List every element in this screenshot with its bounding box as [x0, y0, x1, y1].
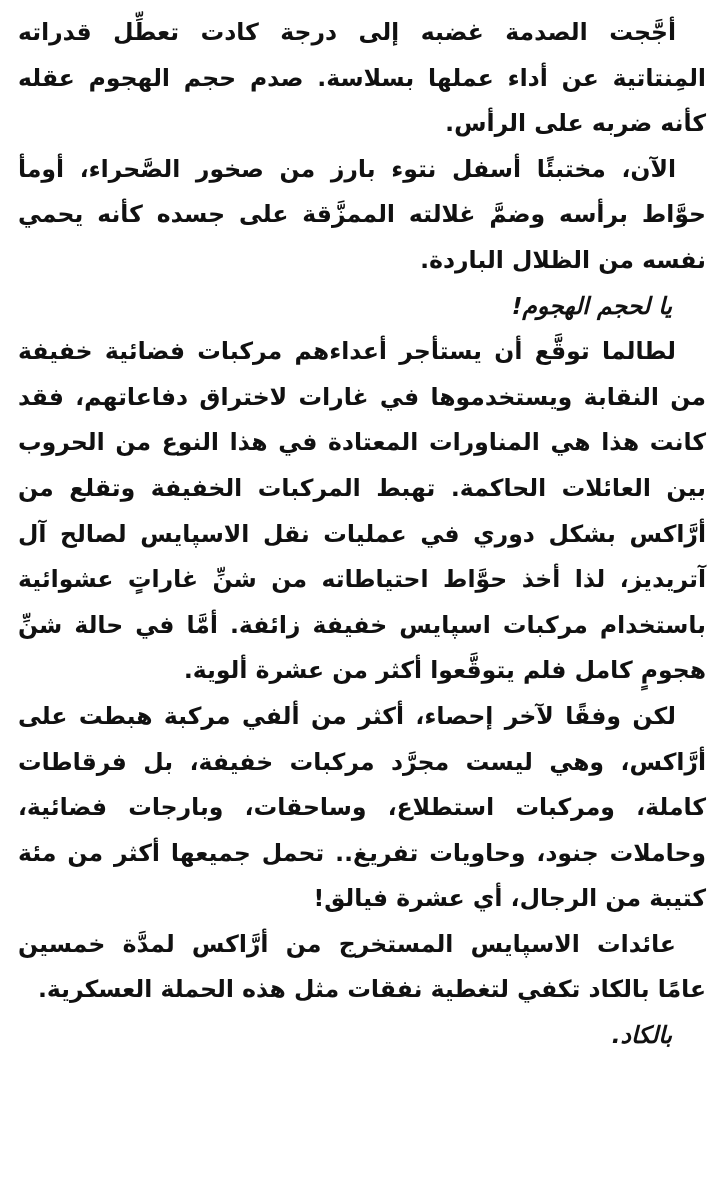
- paragraph-expected-raids: لطالما توقَّع أن يستأجر أعداءهم مركبات فضائية خفيفة من النقابة ويستخدموها في غارات لاختراق دفاعاتهم، فقد كانت هذا هي المناورات المعتادة في هذا النوع من الحروب بين العائلات الحاكمة. تهبط المركبات الخفيفة وتقلع من أرَّاكس بشكل دوري في عمليات نقل الاسپايس لصالح آل آتريديز، لذا أخذ حوَّاط احتياطاته من شنِّ غاراتٍ عشوائية باستخدام مركبات اسپايس خفيفة زائفة. أمَّا في حالة شنِّ هجومٍ كامل فلم يتوقَّعوا أكثر من عشرة ألوية.: [18, 337, 706, 685]
- paragraph-ship-count: لكن وفقًا لآخر إحصاء، أكثر من ألفي مركبة هبطت على أرَّاكس، وهي ليست مجرَّد مركبات خفيفة، بل فرقاطات كاملة، ومركبات استطلاع، وساحقات، وبارجات فضائية، وحاملات جنود، وحاويات تفريغ.. تحمل جميعها أكثر من مئة كتيبة من الرجال، أي عشرة فيالق!: [18, 701, 706, 913]
- italic-thought-attack-size: يا لحجم الهجوم!: [511, 291, 672, 320]
- italic-thought-barely: بالكاد.: [611, 1021, 672, 1050]
- paragraph-spice-revenue: عائدات الاسپايس المستخرج من أرَّاكس لمدَّة خمسين عامًا بالكاد تكفي لتغطية نفقات مثل هذه الحملة العسكرية.: [18, 929, 706, 1004]
- paragraph-hiding-under-rock: الآن، مختبئًا أسفل نتوء بارز من صخور الصَّحراء، أومأ حوَّاط برأسه وضمَّ غلالته الممزَّقة على جسده كأنه يحمي نفسه من الظلال الباردة.: [18, 154, 706, 274]
- paragraph-shock-anger: أجَّجت الصدمة غضبه إلى درجة كادت تعطِّل قدراته المِنتاتية عن أداء عملها بسلاسة. صدم حجم الهجوم عقله كأنه ضربه على الرأس.: [18, 18, 706, 138]
